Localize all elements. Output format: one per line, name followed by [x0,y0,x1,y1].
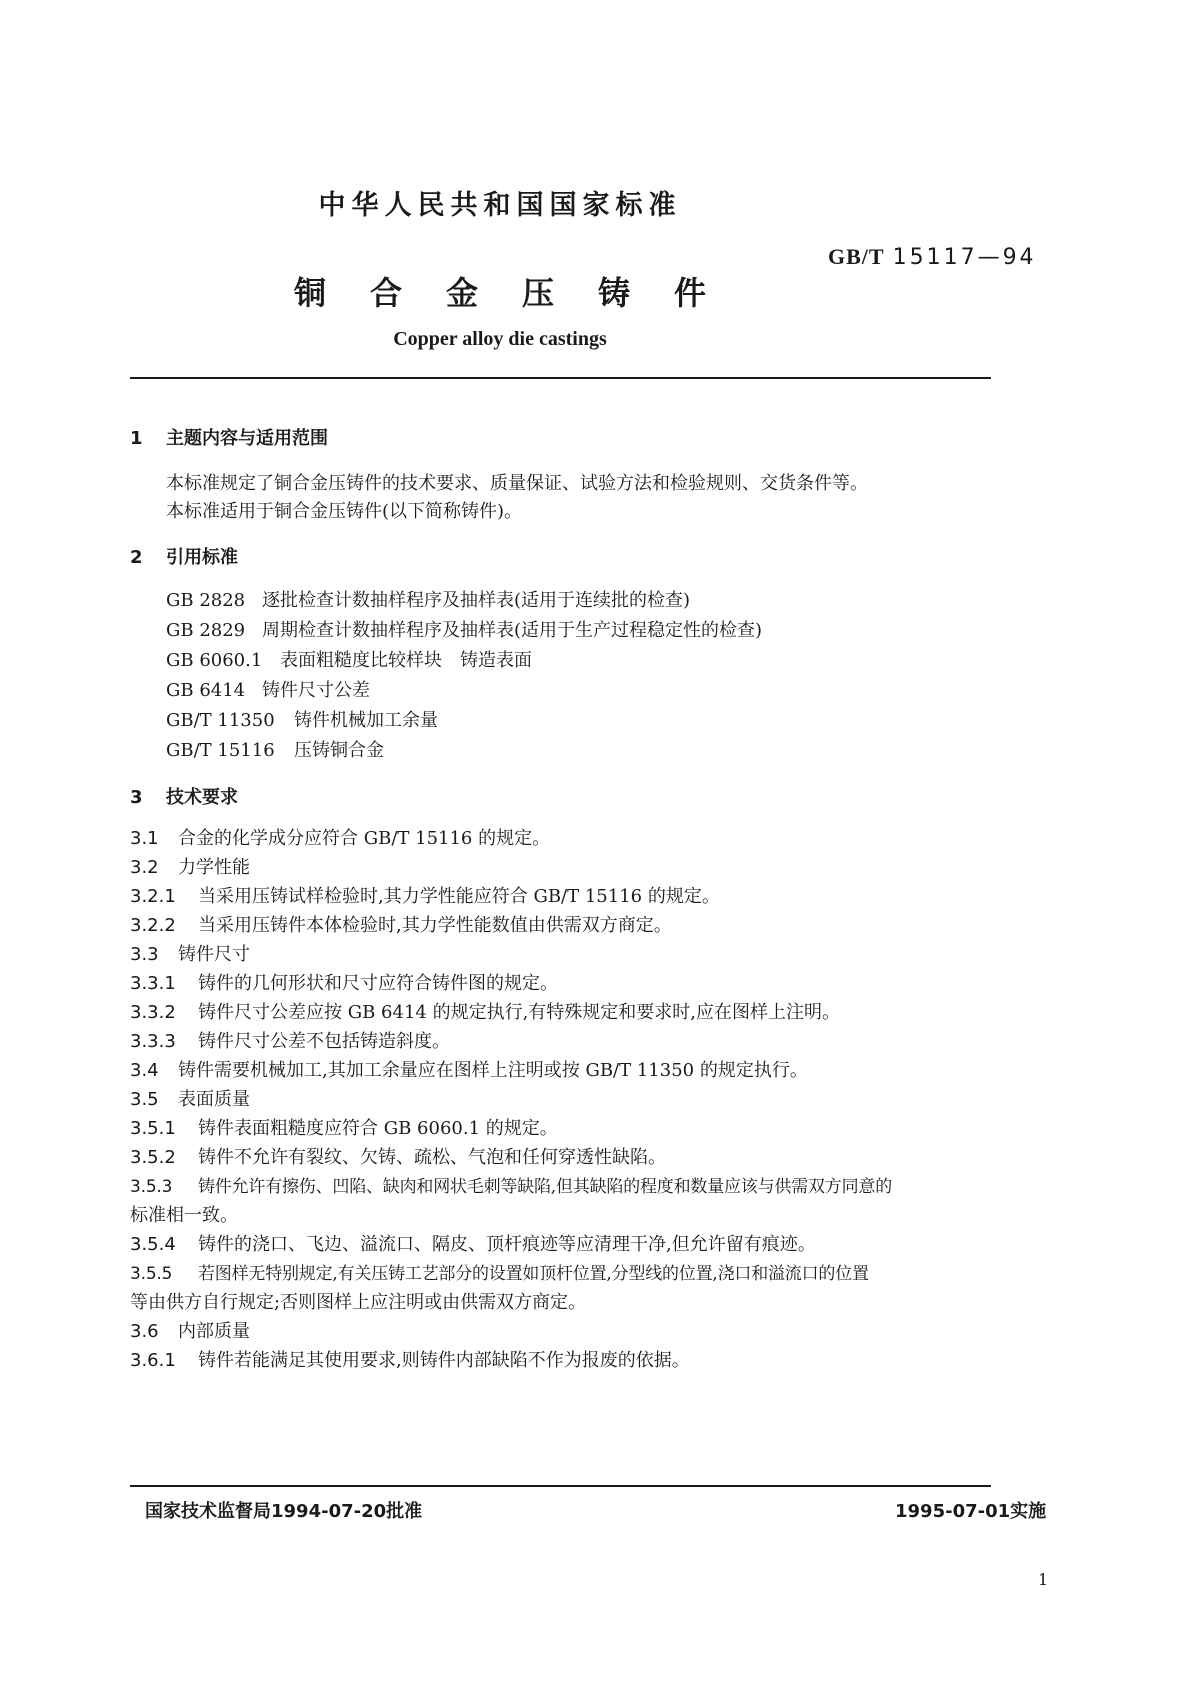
clause-number: 3.5 [130,1089,159,1110]
section-2-number: 2 [130,547,143,568]
section-3-number: 3 [130,787,143,808]
clause-text: 力学性能 [178,857,250,878]
clause-number: 3.2.1 [130,886,176,907]
clause-number: 3.3.3 [130,1031,176,1052]
reference-item [166,586,690,612]
clause-3-1 [130,824,550,850]
clause-3-2 [130,853,250,879]
clause-number: 3.2 [130,857,159,878]
reference-title: 逐批检查计数抽样程序及抽样表(适用于连续批的检查) [262,590,691,611]
clause-3-5-2 [130,1143,666,1169]
clause-number: 3.5.1 [130,1118,176,1139]
reference-title: 压铸铜合金 [294,740,384,761]
clause-text: 铸件允许有擦伤、凹陷、缺肉和网状毛刺等缺陷,但其缺陷的程度和数量应该与供需双方同意的 [198,1177,893,1197]
section-2-heading [130,543,238,569]
standard-code-number: 15117—94 [892,245,1037,270]
clause-number: 3.6 [130,1321,159,1342]
footer-divider [130,1485,991,1487]
clause-number: 3.3.1 [130,973,176,994]
clause-text: 铸件的浇口、飞边、溢流口、隔皮、顶杆痕迹等应清理干净,但允许留有痕迹。 [198,1234,816,1255]
clause-text: 铸件尺寸公差应按 GB 6414 的规定执行,有特殊规定和要求时,应在图样上注明。 [198,1002,841,1023]
reference-title: 铸件尺寸公差 [262,680,370,701]
reference-code: GB 2828 [166,590,246,611]
reference-code: GB 6414 [166,680,246,701]
section-1-title: 主题内容与适用范围 [166,428,328,449]
reference-item [166,706,438,732]
reference-item [166,736,384,762]
clause-number: 3.3.2 [130,1002,176,1023]
clause-3-3-3 [130,1027,450,1053]
approval-note: 国家技术监督局1994-07-20批准 [145,1501,423,1522]
clause-3-4 [130,1056,808,1082]
standard-title: 中华人民共和国国家标准 [318,190,682,221]
clause-text: 合金的化学成分应符合 GB/T 15116 的规定。 [178,828,551,849]
clause-3-5-3 [130,1172,892,1197]
title-char: 压 [522,274,555,312]
clause-text: 内部质量 [178,1321,250,1342]
title-char: 铸 [598,274,631,312]
clause-text: 铸件需要机械加工,其加工余量应在图样上注明或按 GB/T 11350 的规定执行。 [178,1060,808,1081]
header-divider [130,377,991,379]
section-1-heading [130,424,328,450]
title-char: 金 [445,274,478,312]
clause-3-5-1 [130,1114,558,1140]
section-2-title: 引用标准 [166,547,238,568]
standard-code-prefix: GB/T [828,244,885,269]
document-subtitle: Copper alloy die castings [393,328,607,350]
clause-3-3-1 [130,969,558,995]
section-3-heading [130,783,238,809]
section-1-paragraph: 本标准适用于铜合金压铸件(以下简称铸件)。 [166,501,523,522]
implementation-note: 1995-07-01实施 [895,1501,1047,1522]
clause-text: 铸件的几何形状和尺寸应符合铸件图的规定。 [198,973,558,994]
clause-text: 若图样无特别规定,有关压铸工艺部分的设置如顶杆位置,分型线的位置,浇口和溢流口的位置 [198,1264,869,1284]
clause-number: 3.5.3 [130,1177,173,1197]
reference-title: 周期检查计数抽样程序及抽样表(适用于生产过程稳定性的检查) [262,620,763,641]
page-number: 1 [1038,1570,1049,1589]
clause-3-5-5 [130,1259,869,1284]
reference-item [166,676,370,702]
reference-code: GB/T 11350 [166,710,275,731]
clause-text: 铸件表面粗糙度应符合 GB 6060.1 的规定。 [198,1118,558,1139]
clause-3-2-2 [130,911,672,937]
reference-title: 铸件机械加工余量 [294,710,438,731]
reference-title: 表面粗糙度比较样块 铸造表面 [280,650,532,671]
clause-3-6-1 [130,1346,690,1372]
clause-number: 3.1 [130,828,159,849]
clause-3-5-4 [130,1230,816,1256]
clause-text: 表面质量 [178,1089,250,1110]
section-1-paragraph: 本标准规定了铜合金压铸件的技术要求、质量保证、试验方法和检验规则、交货条件等。 [166,473,868,494]
clause-text: 铸件若能满足其使用要求,则铸件内部缺陷不作为报废的依据。 [198,1350,690,1371]
clause-text: 铸件尺寸公差不包括铸造斜度。 [198,1031,450,1052]
title-char: 合 [369,274,402,312]
clause-text: 铸件尺寸 [178,944,250,965]
reference-item [166,616,762,642]
standard-code [828,244,1037,270]
title-char: 件 [674,274,707,312]
clause-3-2-1 [130,882,720,908]
clause-number: 3.6.1 [130,1350,176,1371]
clause-3-5 [130,1085,250,1111]
section-1-number: 1 [130,428,143,449]
reference-code: GB 2829 [166,620,246,641]
clause-number: 3.3 [130,944,159,965]
clause-3-3-2 [130,998,840,1024]
clause-number: 3.5.5 [130,1264,173,1284]
clause-text: 当采用压铸试样检验时,其力学性能应符合 GB/T 15116 的规定。 [198,886,720,907]
reference-item [166,646,532,672]
reference-code: GB 6060.1 [166,650,263,671]
clause-number: 3.4 [130,1060,159,1081]
clause-text: 当采用压铸件本体检验时,其力学性能数值由供需双方商定。 [198,915,672,936]
clause-number: 3.5.2 [130,1147,176,1168]
reference-code: GB/T 15116 [166,740,275,761]
clause-3-3 [130,940,250,966]
clause-3-5-3-continuation: 标准相一致。 [130,1205,238,1226]
clause-3-6 [130,1317,250,1343]
clause-number: 3.5.4 [130,1234,176,1255]
title-char: 铜 [293,274,326,312]
clause-number: 3.2.2 [130,915,176,936]
section-3-title: 技术要求 [166,787,238,808]
document-title [0,268,1000,314]
clause-text: 铸件不允许有裂纹、欠铸、疏松、气泡和任何穿透性缺陷。 [198,1147,666,1168]
clause-3-5-5-continuation: 等由供方自行规定;否则图样上应注明或由供需双方商定。 [130,1292,587,1313]
